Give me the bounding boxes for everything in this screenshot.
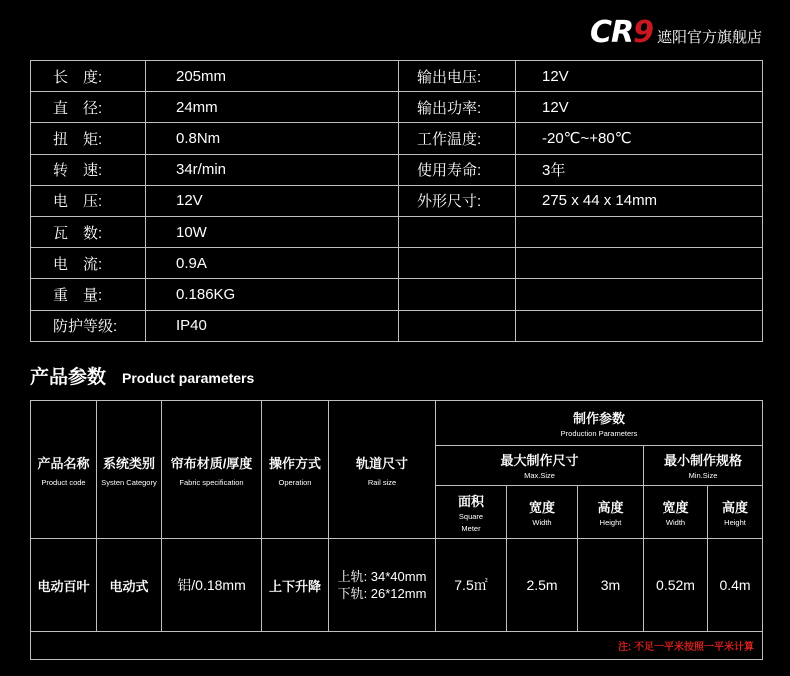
cell-product-code: 电动百叶 bbox=[31, 539, 97, 632]
header-min-size: 最小制作规格 Min.Size bbox=[644, 446, 763, 486]
spec-row bbox=[31, 123, 763, 154]
spec-row bbox=[31, 154, 763, 185]
spec-label-left: 转 速: bbox=[31, 154, 146, 185]
spec-value-left: 205mm bbox=[146, 61, 399, 92]
spec-label-right: 输出功率: bbox=[399, 92, 516, 123]
footnote: 注: 不足一平米按照一平米计算 bbox=[31, 632, 763, 660]
spec-label-right bbox=[399, 216, 516, 247]
spec-label-left: 长 度: bbox=[31, 61, 146, 92]
spec-label-right: 输出电压: bbox=[399, 61, 516, 92]
spec-value-right: 3年 bbox=[516, 154, 763, 185]
spec-value-left: 0.8Nm bbox=[146, 123, 399, 154]
spec-table bbox=[30, 60, 763, 342]
brand-logo-mark: CR9 bbox=[589, 15, 653, 50]
spec-table-body bbox=[31, 61, 763, 342]
spec-value-left: IP40 bbox=[146, 310, 399, 341]
spec-label-left: 直 径: bbox=[31, 92, 146, 123]
header-min-width: 宽度 Width bbox=[644, 486, 708, 539]
spec-label-left: 瓦 数: bbox=[31, 216, 146, 247]
spec-value-right: 275 x 44 x 14mm bbox=[516, 185, 763, 216]
spec-value-left: 10W bbox=[146, 216, 399, 247]
section-title-zh: 产品参数 bbox=[30, 367, 107, 388]
spec-value-right bbox=[516, 216, 763, 247]
spec-value-right bbox=[516, 279, 763, 310]
spec-value-right: 12V bbox=[516, 92, 763, 123]
header-fabric: 帘布材质/厚度 Fabric specification bbox=[162, 401, 262, 539]
store-name: 遮阳官方旗舰店 bbox=[656, 29, 762, 46]
store-logo bbox=[589, 15, 762, 50]
product-parameters-table bbox=[30, 400, 763, 660]
spec-value-right: 12V bbox=[516, 61, 763, 92]
spec-label-right bbox=[399, 310, 516, 341]
spec-row bbox=[31, 248, 763, 279]
spec-value-right bbox=[516, 310, 763, 341]
cell-min-height: 0.4m bbox=[708, 539, 763, 632]
section-title-en: Product parameters bbox=[122, 370, 255, 386]
section-title bbox=[30, 362, 254, 389]
spec-row bbox=[31, 216, 763, 247]
header-min-height: 高度 Height bbox=[708, 486, 763, 539]
spec-row bbox=[31, 310, 763, 341]
spec-label-left: 电 流: bbox=[31, 248, 146, 279]
spec-label-right bbox=[399, 279, 516, 310]
spec-label-right: 使用寿命: bbox=[399, 154, 516, 185]
cell-system-category: 电动式 bbox=[97, 539, 162, 632]
cell-fabric: 铝/0.18mm bbox=[162, 539, 262, 632]
cell-area: 7.5㎡ bbox=[436, 539, 507, 632]
header-max-height: 高度 Height bbox=[578, 486, 644, 539]
header-max-width: 宽度 Width bbox=[507, 486, 578, 539]
spec-value-left: 12V bbox=[146, 185, 399, 216]
header-system-category: 系统类别 Systen Category bbox=[97, 401, 162, 539]
spec-label-right bbox=[399, 248, 516, 279]
spec-row bbox=[31, 61, 763, 92]
spec-value-left: 34r/min bbox=[146, 154, 399, 185]
spec-label-right: 工作温度: bbox=[399, 123, 516, 154]
table-row bbox=[31, 539, 763, 632]
spec-value-right bbox=[516, 248, 763, 279]
header-product-code: 产品名称 Product code bbox=[31, 401, 97, 539]
spec-row bbox=[31, 279, 763, 310]
spec-value-left: 0.9A bbox=[146, 248, 399, 279]
spec-label-left: 电 压: bbox=[31, 185, 146, 216]
header-operation: 操作方式 Operation bbox=[262, 401, 329, 539]
spec-value-right: -20℃~+80℃ bbox=[516, 123, 763, 154]
cell-operation: 上下升降 bbox=[262, 539, 329, 632]
spec-row bbox=[31, 92, 763, 123]
cell-max-width: 2.5m bbox=[507, 539, 578, 632]
rail-lower: 下轨: 26*12mm bbox=[337, 585, 427, 601]
spec-row bbox=[31, 185, 763, 216]
header-production-parameters: 制作参数 Production Parameters bbox=[436, 401, 763, 446]
rail-upper: 上轨: 34*40mm bbox=[337, 568, 427, 584]
cell-min-width: 0.52m bbox=[644, 539, 708, 632]
spec-label-right: 外形尺寸: bbox=[399, 185, 516, 216]
header-area: 面积 Square Meter bbox=[436, 486, 507, 539]
cell-rail-size bbox=[329, 539, 436, 632]
spec-label-left: 重 量: bbox=[31, 279, 146, 310]
spec-label-left: 防护等级: bbox=[31, 310, 146, 341]
header-rail-size: 轨道尺寸 Rail size bbox=[329, 401, 436, 539]
spec-label-left: 扭 矩: bbox=[31, 123, 146, 154]
header-max-size: 最大制作尺寸 Max.Size bbox=[436, 446, 644, 486]
spec-value-left: 0.186KG bbox=[146, 279, 399, 310]
cell-max-height: 3m bbox=[578, 539, 644, 632]
spec-value-left: 24mm bbox=[146, 92, 399, 123]
